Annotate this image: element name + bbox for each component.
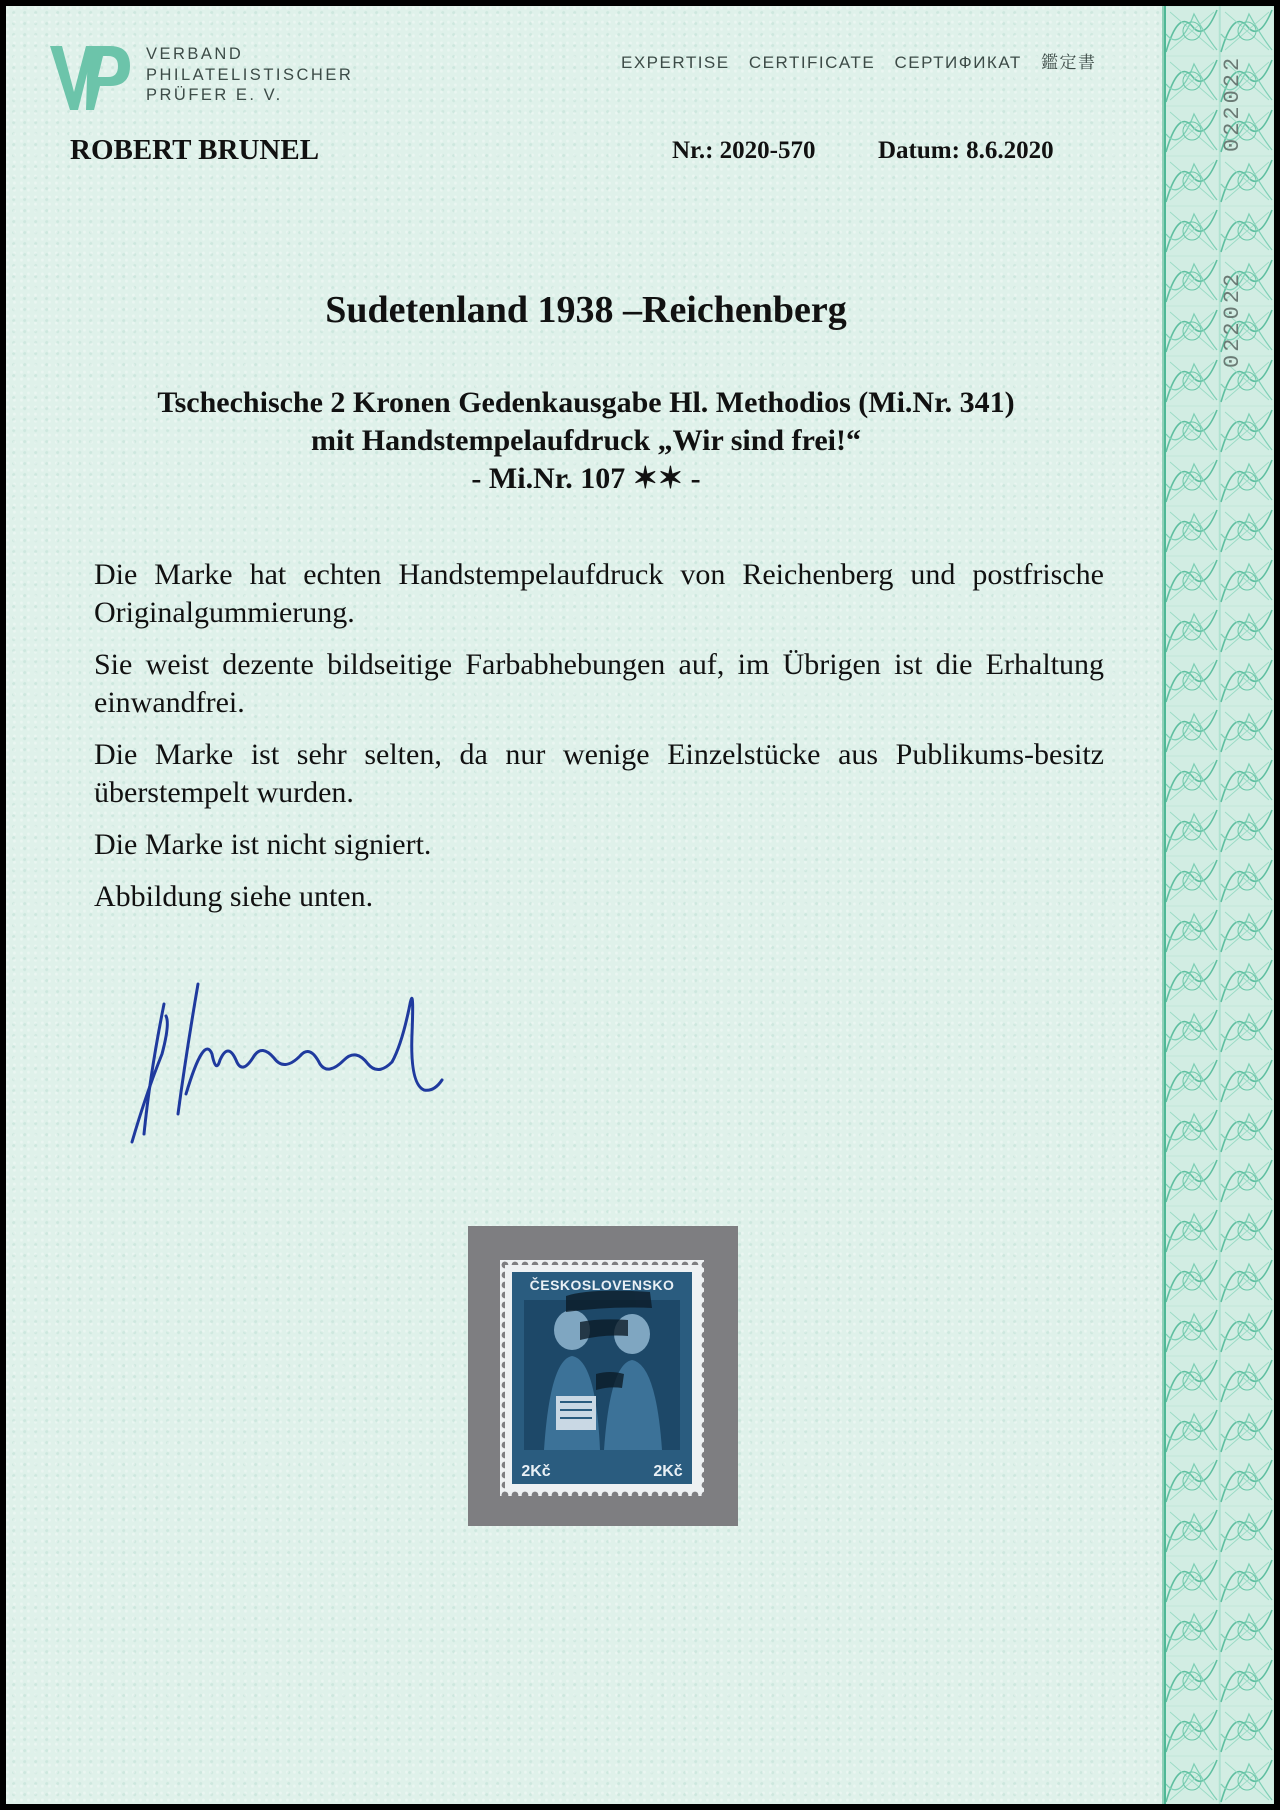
stamp-value-left: 2Kč	[521, 1463, 551, 1480]
association-line: PRÜFER E. V.	[146, 86, 283, 104]
stamp-image	[500, 1260, 704, 1496]
body-paragraph: Die Marke ist nicht signiert.	[94, 828, 432, 861]
serial-number-lower: 022022	[1220, 270, 1245, 368]
title-japanese: 鑑定書	[1040, 53, 1097, 73]
certificate-sheet	[6, 6, 1274, 1804]
body-paragraph: Die Marke ist sehr selten, da nur wenige Einzelstücke aus Publikums-besitz überstempelt wurden.	[94, 738, 1104, 809]
title-expertise: EXPERTISE	[621, 53, 730, 72]
decorative-border	[1162, 6, 1274, 1804]
subheading-line: - Mi.Nr. 107 ✶✶ -	[471, 462, 701, 495]
certificate-number: Nr.: 2020-570	[672, 137, 816, 164]
stamp-value-right: 2Kč	[653, 1463, 683, 1480]
association-line: PHILATELISTISCHER	[146, 65, 354, 84]
title-russian: СЕРТИФИКАТ	[894, 53, 1022, 72]
association-line: VERBAND	[146, 45, 244, 63]
subheading-line: Tschechische 2 Kronen Gedenkausgabe Hl. Methodios (Mi.Nr. 341)	[157, 386, 1015, 419]
certificate-heading: Sudetenland 1938 –Reichenberg	[325, 289, 847, 331]
certificate-date: Datum: 8.6.2020	[878, 137, 1054, 164]
expert-name: ROBERT BRUNEL	[70, 134, 320, 166]
subheading-line: mit Handstempelaufdruck „Wir sind frei!“	[310, 424, 862, 457]
serial-number-upper: 022022	[1220, 54, 1245, 152]
guilloche-pattern	[1164, 6, 1274, 1804]
body-paragraph: Sie weist dezente bildseitige Farbabhebungen auf, im Übrigen ist die Erhaltung einwandfrei.	[94, 648, 1104, 719]
document-titles	[621, 48, 1109, 73]
stamp-country: ČESKOSLOVENSKO	[529, 1277, 675, 1293]
vp-logo	[48, 44, 132, 112]
certificate-subheading	[6, 384, 1166, 498]
body-paragraph: Abbildung siehe unten.	[94, 880, 374, 913]
body-paragraph: Die Marke hat echten Handstempelaufdruck von Reichenberg und postfrische Originalgummierung.	[94, 558, 1104, 629]
title-certificate: CERTIFICATE	[748, 53, 876, 72]
signature	[124, 964, 464, 1144]
certificate-body	[94, 556, 1104, 930]
association-name	[146, 44, 353, 106]
